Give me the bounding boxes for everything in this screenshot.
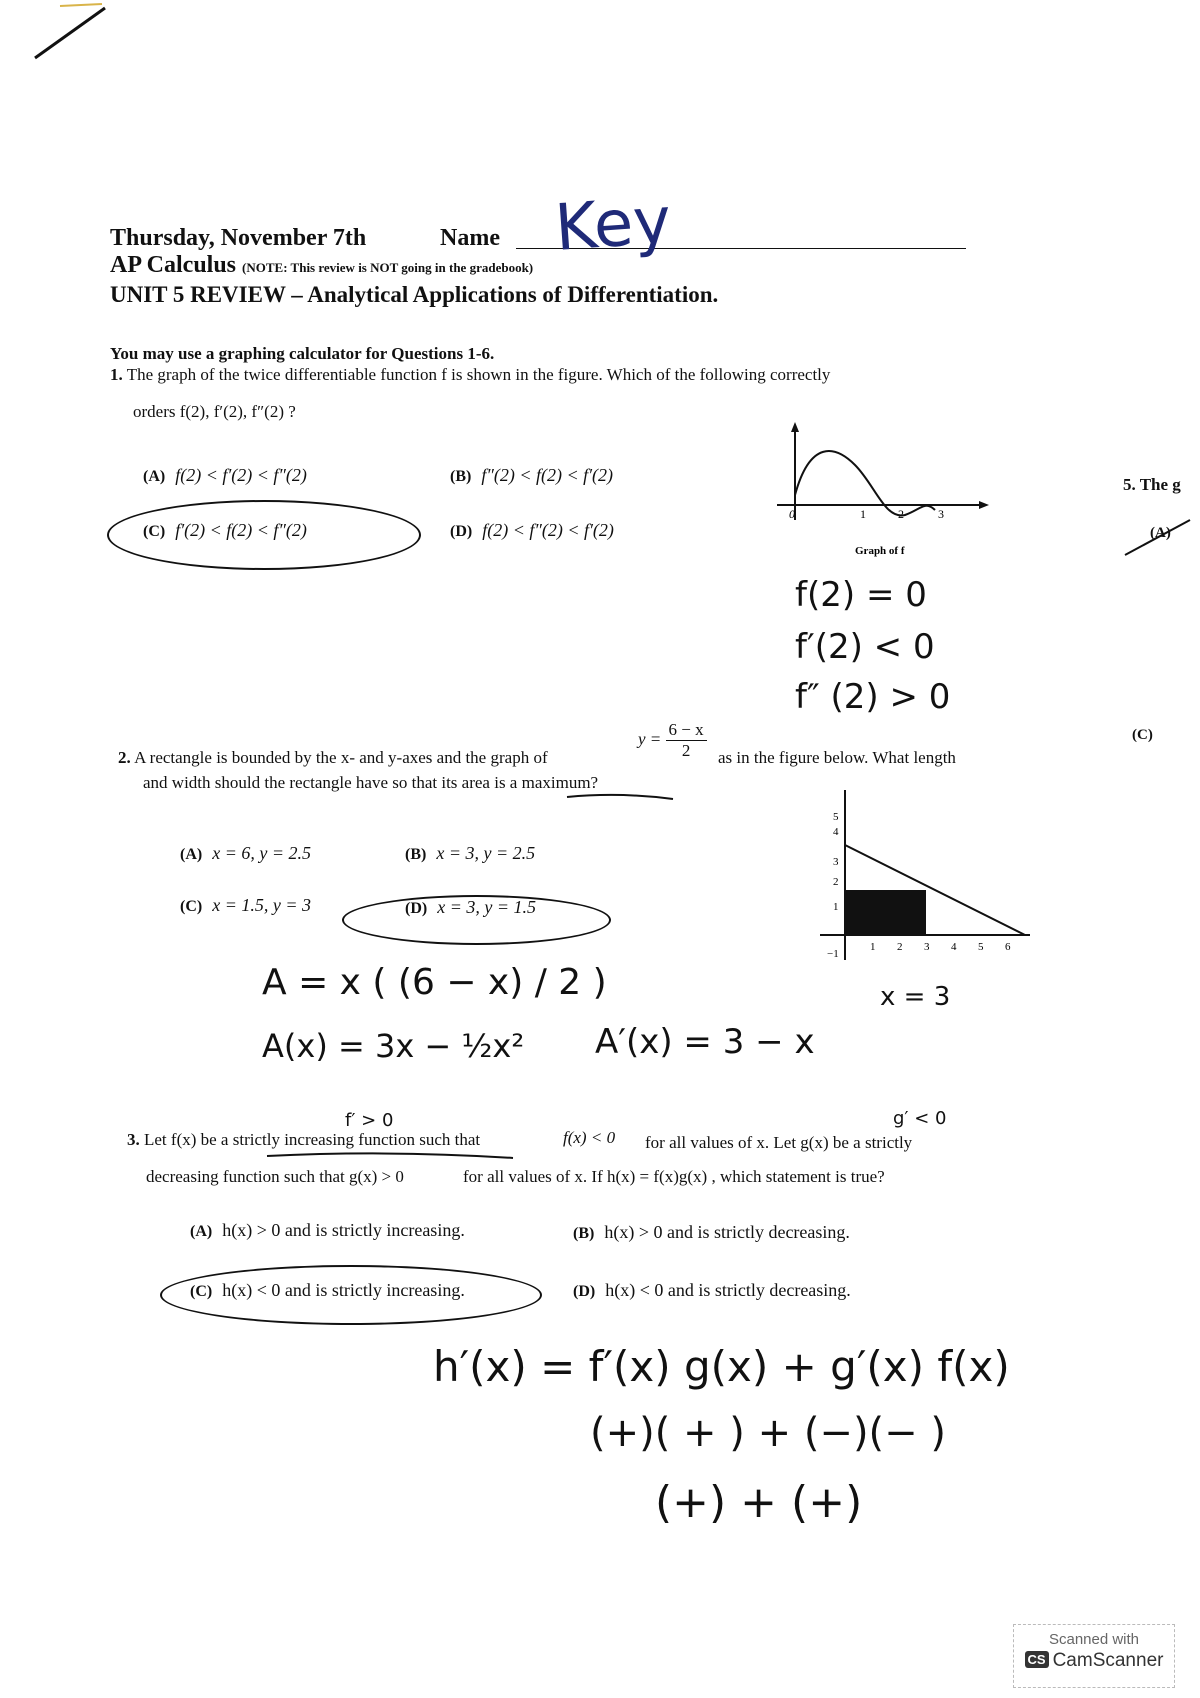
q3-work-line1: h′(x) = f′(x) g(x) + g′(x) f(x) — [433, 1342, 1010, 1391]
q1-tick-0: 0 — [789, 507, 795, 521]
q2-y-tick-neg1: −1 — [827, 948, 839, 960]
q2-text-line2: and width should the rectangle have so that its area is a maximum? — [143, 773, 599, 792]
q2-y-tick-2: 2 — [833, 876, 839, 888]
q2-eq-denominator: 2 — [681, 741, 691, 760]
q3-choice-b: (B) h(x) > 0 and is strictly decreasing. — [573, 1222, 850, 1242]
q2-x-tick-6: 6 — [1005, 941, 1011, 953]
q1-work-line1: f(2) = 0 — [795, 575, 927, 615]
camscanner-watermark — [1013, 1624, 1175, 1688]
q2-x-tick-2: 2 — [897, 941, 903, 953]
q3-note-f: f′ > 0 — [345, 1110, 394, 1131]
q1-text-line2: orders f(2), f′(2), f″(2) ? — [133, 402, 296, 421]
camscanner-logo-icon: CS — [1025, 1651, 1049, 1668]
camscanner-top-text: Scanned with — [1048, 1631, 1140, 1648]
q2-x-tick-5: 5 — [978, 941, 984, 953]
q2-y-tick-3: 3 — [833, 856, 839, 868]
q3-note-g: g′ < 0 — [893, 1108, 947, 1129]
q1-choice-d: (D) f(2) < f″(2) < f′(2) — [450, 520, 614, 540]
unit-title: UNIT 5 REVIEW – Analytical Applications of Differentiation. — [110, 282, 719, 307]
pen-mark — [30, 0, 120, 70]
q2-work-area-fn: A(x) = 3x − ½x² — [262, 1027, 525, 1065]
q1-work-line3: f″ (2) > 0 — [795, 677, 951, 717]
q2-work-result: x = 3 — [880, 982, 951, 1012]
name-label: Name — [440, 225, 500, 251]
q2-eq-numerator: 6 − x — [666, 720, 707, 741]
q2-x-tick-3: 3 — [924, 941, 930, 953]
q2-choice-d: (D) x = 3, y = 1.5 — [405, 897, 536, 917]
q2-y-tick-1: 1 — [833, 901, 839, 913]
header-course: AP Calculus (NOTE: This review is NOT going in the gradebook) — [110, 252, 534, 278]
name-value-handwritten: Key — [552, 184, 674, 266]
q3-line1-a: 3. Let f(x) be a strictly increasing function such that — [127, 1130, 481, 1149]
q1-choice-c: (C) f′(2) < f(2) < f″(2) — [143, 520, 307, 540]
q5-strike-mark — [1120, 510, 1200, 560]
q1-tick-2: 2 — [898, 507, 904, 521]
q3-choice-d: (D) h(x) < 0 and is strictly decreasing. — [573, 1280, 851, 1300]
q1-graph — [775, 420, 995, 560]
q2-y-tick-4: 4 — [833, 826, 839, 838]
q2-work-derivative: A′(x) = 3 − x — [595, 1022, 815, 1062]
instructions: You may use a graphing calculator for Questions 1-6. — [110, 344, 495, 363]
q1-choice-b: (B) f″(2) < f(2) < f′(2) — [450, 465, 614, 485]
q3-work-line2: (+)( + ) + (−)(− ) — [590, 1410, 946, 1456]
q5-cutoff-choice-c: (C) — [1132, 727, 1153, 743]
camscanner-brand: CS CamScanner — [1014, 1650, 1174, 1672]
q2-text-a: 2. A rectangle is bounded by the x- and y-axes and the graph of — [118, 748, 548, 767]
q1-tick-1: 1 — [860, 507, 866, 521]
header-note: (NOTE: This review is NOT going in the gradebook) — [242, 260, 534, 275]
q1-text-line1: 1. The graph of the twice differentiable function f is shown in the figure. Which of the following correctly — [110, 365, 831, 384]
q3-underline-increasing — [265, 1150, 515, 1162]
q1-work-line2: f′(2) < 0 — [795, 627, 935, 667]
q2-text-b: as in the figure below. What length — [718, 748, 956, 767]
q5-cutoff-text: 5. The g — [1123, 475, 1181, 494]
q2-x-tick-4: 4 — [951, 941, 957, 953]
q2-x-tick-1: 1 — [870, 941, 876, 953]
q2-rectangle — [845, 890, 926, 935]
q3-line2-a: decreasing function such that g(x) > 0 — [146, 1167, 404, 1186]
q1-choice-a: (A) f(2) < f′(2) < f″(2) — [143, 465, 307, 485]
q3-choice-c: (C) h(x) < 0 and is strictly increasing. — [190, 1280, 465, 1300]
q3-line1-b: f(x) < 0 — [563, 1128, 616, 1147]
q2-y-tick-5: 5 — [833, 811, 839, 823]
q3-line2-b: for all values of x. If h(x) = f(x)g(x) , which statement is true? — [463, 1167, 885, 1186]
q1-graph-caption: Graph of f — [855, 545, 905, 557]
q2-choice-a: (A) x = 6, y = 2.5 — [180, 843, 311, 863]
q2-underline-maximum — [565, 793, 675, 803]
q2-equation: y = $\frac{6 - x}{2}$ — [638, 720, 707, 761]
q3-choice-a: (A) h(x) > 0 and is strictly increasing. — [190, 1220, 465, 1240]
q5-cutoff-choice-a: (A) — [1150, 525, 1171, 541]
header-date: Thursday, November 7th — [110, 225, 367, 251]
q2-choice-c: (C) x = 1.5, y = 3 — [180, 895, 311, 915]
q3-line1-c: for all values of x. Let g(x) be a strictly — [645, 1133, 913, 1152]
q2-choice-b: (B) x = 3, y = 2.5 — [405, 843, 536, 863]
q1-tick-3: 3 — [938, 507, 944, 521]
q3-work-line3: (+) + (+) — [655, 1477, 863, 1528]
q2-graph — [815, 785, 1035, 975]
q2-work-area: A = x ( (6 − x) / 2 ) — [262, 962, 607, 1003]
